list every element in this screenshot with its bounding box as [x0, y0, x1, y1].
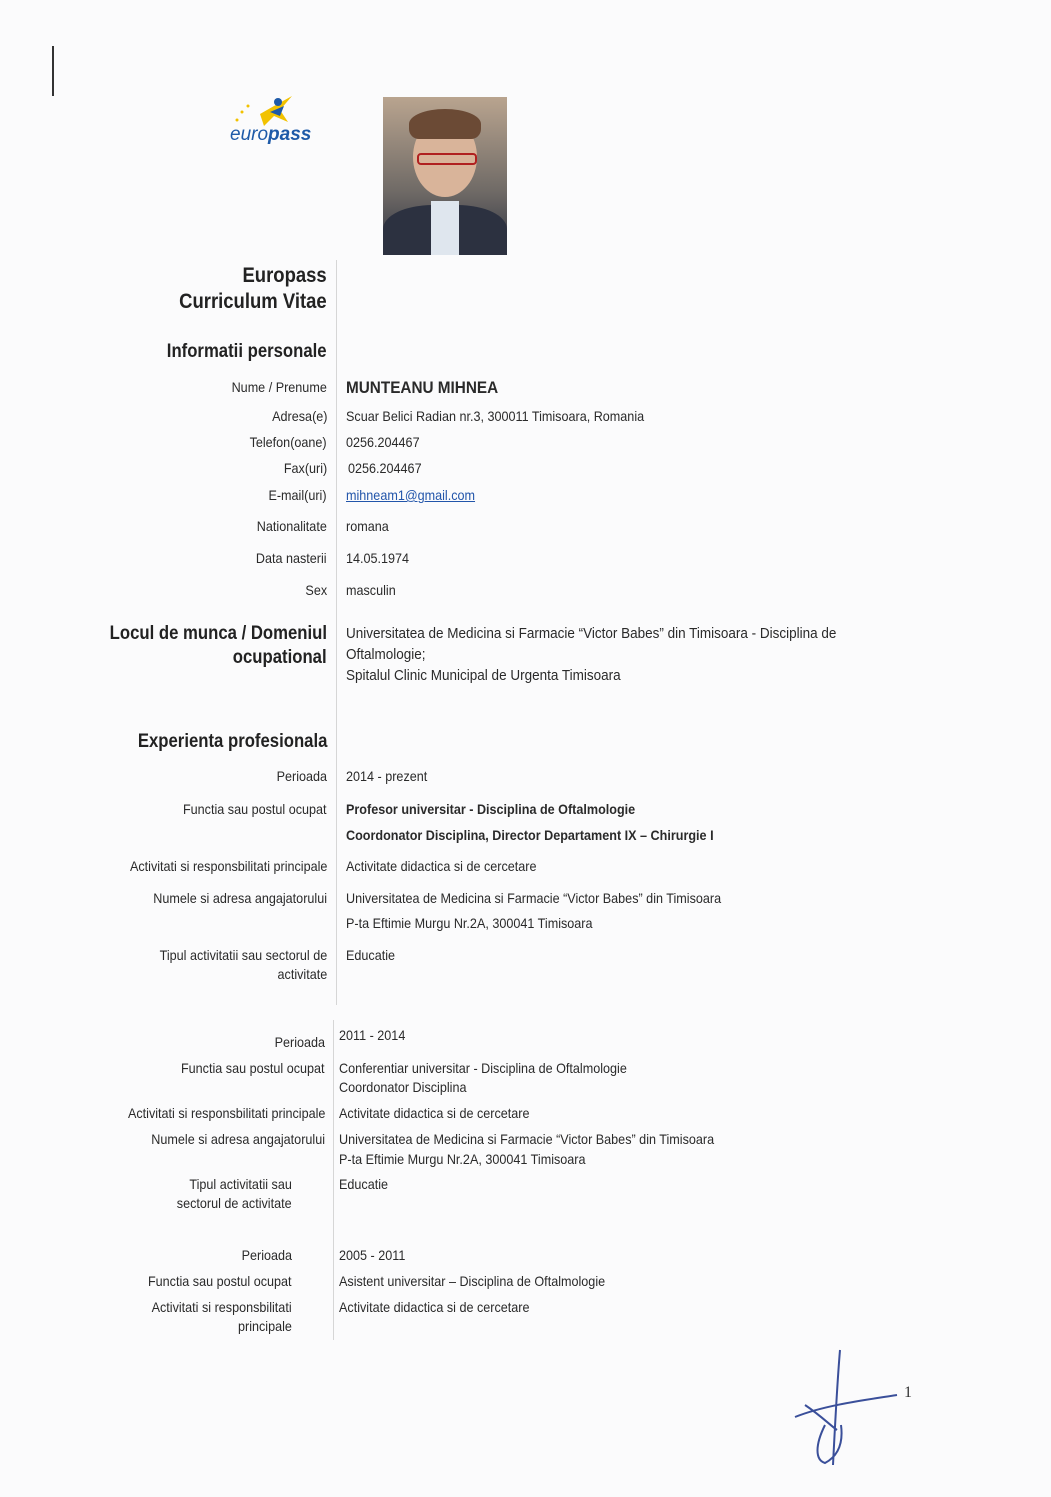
label-sector: sectorul de activitate	[177, 1195, 292, 1211]
value-fax: 0256.204467	[348, 460, 422, 476]
value-position: Coordonator Disciplina	[339, 1079, 467, 1095]
value-employer: Universitatea de Medicina si Farmacie “Victor Babes” din Timisoara	[339, 1131, 715, 1147]
value-nationality: romana	[346, 518, 389, 534]
logo-text-bold: pass	[268, 124, 312, 145]
label-address: Adresa(e)	[271, 408, 327, 424]
label-nationality: Nationalitate	[256, 518, 327, 534]
page-number: 1	[904, 1384, 912, 1401]
value-position: Profesor universitar - Disciplina de Oftalmologie	[346, 801, 636, 817]
section-heading-workplace: Locul de munca / Domeniul	[109, 623, 327, 644]
label-activities: Activitati si responsbilitati principale	[127, 1105, 325, 1121]
label-activities: Activitati si responsbilitati	[151, 1299, 292, 1315]
column-divider	[336, 260, 337, 1005]
value-period: 2014 - prezent	[346, 768, 428, 784]
value-sex: masculin	[346, 582, 396, 598]
signature-icon	[785, 1345, 905, 1475]
workplace-line: Oftalmologie;	[346, 646, 426, 663]
label-employer: Numele si adresa angajatorului	[151, 1131, 325, 1147]
label-period: Perioada	[241, 1247, 292, 1263]
section-heading-workplace-cont: ocupational	[233, 647, 327, 668]
label-sector: Tipul activitatii sau	[189, 1176, 292, 1192]
value-activities: Activitate didactica si de cercetare	[339, 1105, 530, 1121]
label-employer: Numele si adresa angajatorului	[153, 890, 327, 906]
profile-photo	[383, 97, 507, 255]
value-name: MUNTEANU MIHNEA	[346, 378, 499, 397]
label-activities: Activitati si responsbilitati principale	[129, 858, 327, 874]
logo-text: euro	[230, 124, 269, 145]
label-sector: Tipul activitatii sau sectorul de	[159, 947, 327, 963]
value-activities: Activitate didactica si de cercetare	[339, 1299, 530, 1315]
value-employer: Universitatea de Medicina si Farmacie “Victor Babes” din Timisoara	[346, 890, 722, 906]
section-heading-personal: Informatii personale	[167, 341, 327, 362]
value-phone: 0256.204467	[346, 434, 420, 450]
label-position: Functia sau postul ocupat	[181, 1060, 325, 1076]
europass-star-figure-icon	[230, 92, 300, 128]
value-position: Conferentiar universitar - Disciplina de Oftalmologie	[339, 1060, 627, 1076]
value-address: Scuar Belici Radian nr.3, 300011 Timisoara, Romania	[346, 408, 645, 424]
label-period: Perioada	[274, 1034, 325, 1050]
label-email: E-mail(uri)	[268, 487, 327, 503]
label-birthdate: Data nasterii	[256, 550, 327, 566]
value-employer: P-ta Eftimie Murgu Nr.2A, 300041 Timisoara	[339, 1151, 586, 1167]
cv-title-line1: Europass	[242, 264, 327, 287]
value-sector: Educatie	[339, 1176, 389, 1192]
value-period: 2011 - 2014	[339, 1027, 406, 1043]
scan-mark	[52, 46, 54, 96]
value-activities: Activitate didactica si de cercetare	[346, 858, 537, 874]
label-sector: activitate	[277, 966, 327, 982]
column-divider	[333, 1020, 334, 1340]
label-phone: Telefon(oane)	[249, 434, 327, 450]
workplace-line: Spitalul Clinic Municipal de Urgenta Timisoara	[346, 667, 621, 684]
cv-title-line2: Curriculum Vitae	[179, 290, 327, 313]
label-fax: Fax(uri)	[283, 460, 327, 476]
label-period: Perioada	[276, 768, 327, 784]
value-position: Coordonator Disciplina, Director Departament IX – Chirurgie I	[346, 827, 714, 843]
label-name: Nume / Prenume	[231, 379, 327, 395]
label-sex: Sex	[305, 582, 327, 598]
value-birthdate: 14.05.1974	[346, 550, 410, 566]
europass-logo	[226, 92, 338, 152]
label-position: Functia sau postul ocupat	[148, 1273, 292, 1289]
section-heading-experience: Experienta profesionala	[137, 731, 327, 752]
label-activities: principale	[238, 1318, 292, 1334]
email-link[interactable]: mihneam1@gmail.com	[346, 487, 476, 503]
value-position: Asistent universitar – Disciplina de Oftalmologie	[339, 1273, 606, 1289]
value-employer: P-ta Eftimie Murgu Nr.2A, 300041 Timisoara	[346, 915, 593, 931]
value-period: 2005 - 2011	[339, 1247, 406, 1263]
value-sector: Educatie	[346, 947, 396, 963]
workplace-line: Universitatea de Medicina si Farmacie “Victor Babes” din Timisoara - Disciplina de	[346, 625, 837, 642]
label-position: Functia sau postul ocupat	[183, 801, 327, 817]
